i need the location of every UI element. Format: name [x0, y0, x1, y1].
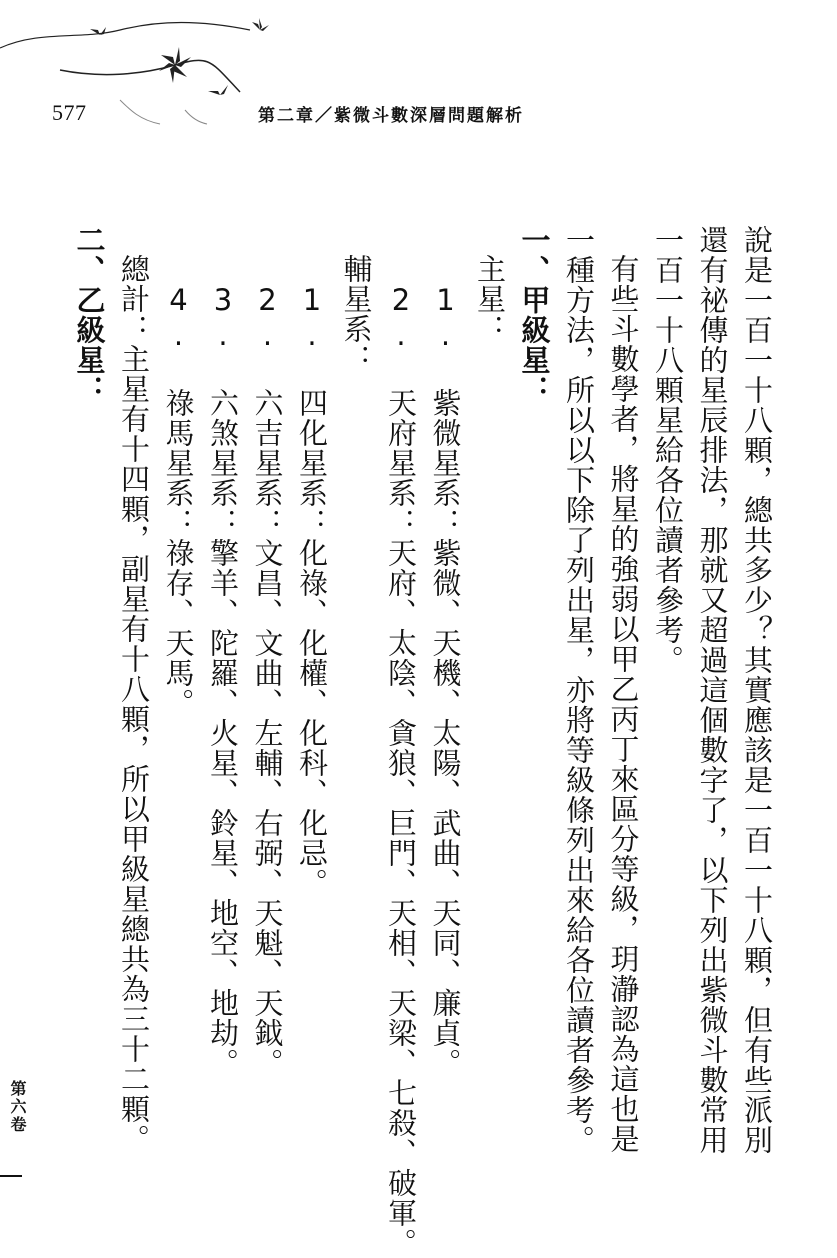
volume-tab: 第六卷 [8, 1080, 27, 1134]
subsection-label: 主星： [473, 254, 507, 344]
list-item: 2. 天府星系：天府、太陰、貪狼、巨門、天相、天梁、七殺、破軍。 [384, 283, 418, 1258]
summary-line: 總計：主星有十四顆，副星有十八顆，所以甲級星總共為三十二顆。 [117, 254, 151, 1154]
paragraph-line: 說是一百一十八顆，總共多少？其實應該是一百一十八顆，但有些派別 [740, 225, 774, 1155]
list-item: 2. 六吉星系：文昌、文曲、左輔、右弼、天魁、天鉞。 [250, 283, 285, 1078]
section-heading: 一、甲級星： [517, 225, 552, 405]
section-heading: 二、乙級星： [72, 225, 107, 405]
list-item: 4. 祿馬星系：祿存、天馬。 [161, 283, 196, 718]
floral-decoration [0, 0, 270, 140]
list-item: 1. 紫微星系：紫微、天機、太陽、武曲、天同、廉貞。 [428, 283, 463, 1078]
paragraph-line: 有些斗數學者，將星的強弱以甲乙丙丁來區分等級，玥瀞認為這也是 [606, 254, 641, 1154]
volume-tab-rule [0, 1175, 22, 1177]
body-text [67, 225, 779, 1258]
subsection-label: 輔星系： [339, 254, 374, 374]
chapter-title: 第二章／紫微斗數深層問題解析 [258, 106, 524, 126]
paragraph-line: 一種方法，所以以下除了列出星，亦將等級條列出來給各位讀者參考。 [562, 225, 596, 1155]
paragraph-line: 一百一十八顆星給各位讀者參考。 [651, 225, 685, 675]
list-item: 1. 四化星系：化祿、化權、化科、化忌。 [295, 283, 329, 898]
page-number: 577 [52, 100, 87, 125]
paragraph-line: 還有祕傳的星辰排法，那就又超過這個數字了，以下列出紫微斗數常用 [695, 225, 730, 1155]
list-item: 3. 六煞星系：擎羊、陀羅、火星、鈴星、地空、地劫。 [206, 283, 240, 1078]
